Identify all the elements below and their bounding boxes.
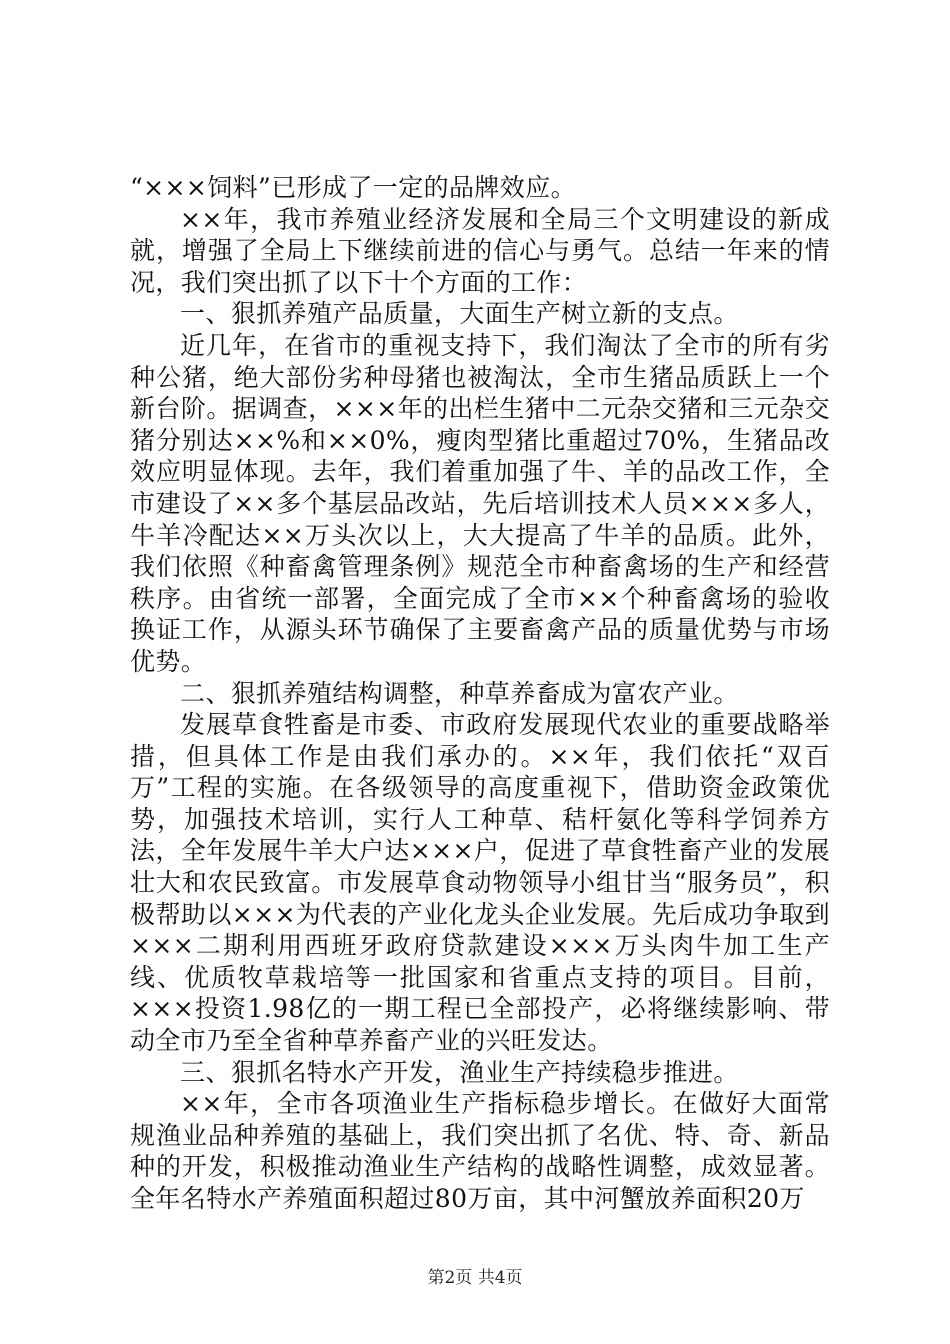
document-body	[130, 172, 830, 1215]
section-heading: 一、狠抓养殖产品质量，大面生产树立新的支点。	[180, 299, 739, 329]
section-heading: 三、狠抓名特水产开发，渔业生产持续稳步推进。	[180, 1057, 739, 1087]
page-number-footer: 第2页 共4页	[427, 1268, 523, 1288]
paragraph: “×××饲料”已形成了一定的品牌效应。	[130, 173, 577, 202]
section-heading: 二、狠抓养殖结构调整，种草养畜成为富农产业。	[180, 678, 739, 708]
paragraph: ××年，全市各项渔业生产指标稳步增长。在做好大面常规渔业品种养殖的基础上，我们突出抓了名优、特、奇、新品种的开发，积极推动渔业生产结构的战略性调整，成效显著。全年名特水产养殖面积超过80万亩，其中河蟹放养面积20万	[130, 1089, 830, 1213]
paragraph: 发展草食牲畜是市委、市政府发展现代农业的重要战略举措，但具体工作是由我们承办的。××年，我们依托“双百万”工程的实施。在各级领导的高度重视下，借助资金政策优势，加强技术培训，实行人工种草、秸杆氨化等科学饲养方法，全年发展牛羊大户达×××户，促进了草食牲畜产业的发展壮大和农民致富。市发展草食动物领导小组甘当“服务员”，积极帮助以×××为代表的产业化龙头企业发展。先后成功争取到×××二期利用西班牙政府贷款建设×××万头肉牛加工生产线、优质牧草栽培等一批国家和省重点支持的项目。目前，×××投资1.98亿的一期工程已全部投产，必将继续影响、带动全市乃至全省种草养畜产业的兴旺发达。	[130, 710, 830, 1056]
paragraph: 近几年，在省市的重视支持下，我们淘汰了全市的所有劣种公猪，绝大部份劣种母猪也被淘汰，全市生猪品质跃上一个新台阶。据调查，×××年的出栏生猪中二元杂交猪和三元杂交猪分别达××%和××0%，瘦肉型猪比重超过70%，生猪品改效应明显体现。去年，我们着重加强了牛、羊的品改工作，全市建设了××多个基层品改站，先后培训技术人员×××多人，牛羊冷配达××万头次以上，大大提高了牛羊的品质。此外，我们依照《种畜禽管理条例》规范全市种畜禽场的生产和经营秩序。由省统一部署，全面完成了全市××个种畜禽场的验收换证工作，从源头环节确保了主要畜禽产品的质量优势与市场优势。	[130, 330, 830, 676]
paragraph: ××年，我市养殖业经济发展和全局三个文明建设的新成就，增强了全局上下继续前进的信心与勇气。总结一年来的情况，我们突出抓了以下十个方面的工作：	[130, 204, 830, 297]
